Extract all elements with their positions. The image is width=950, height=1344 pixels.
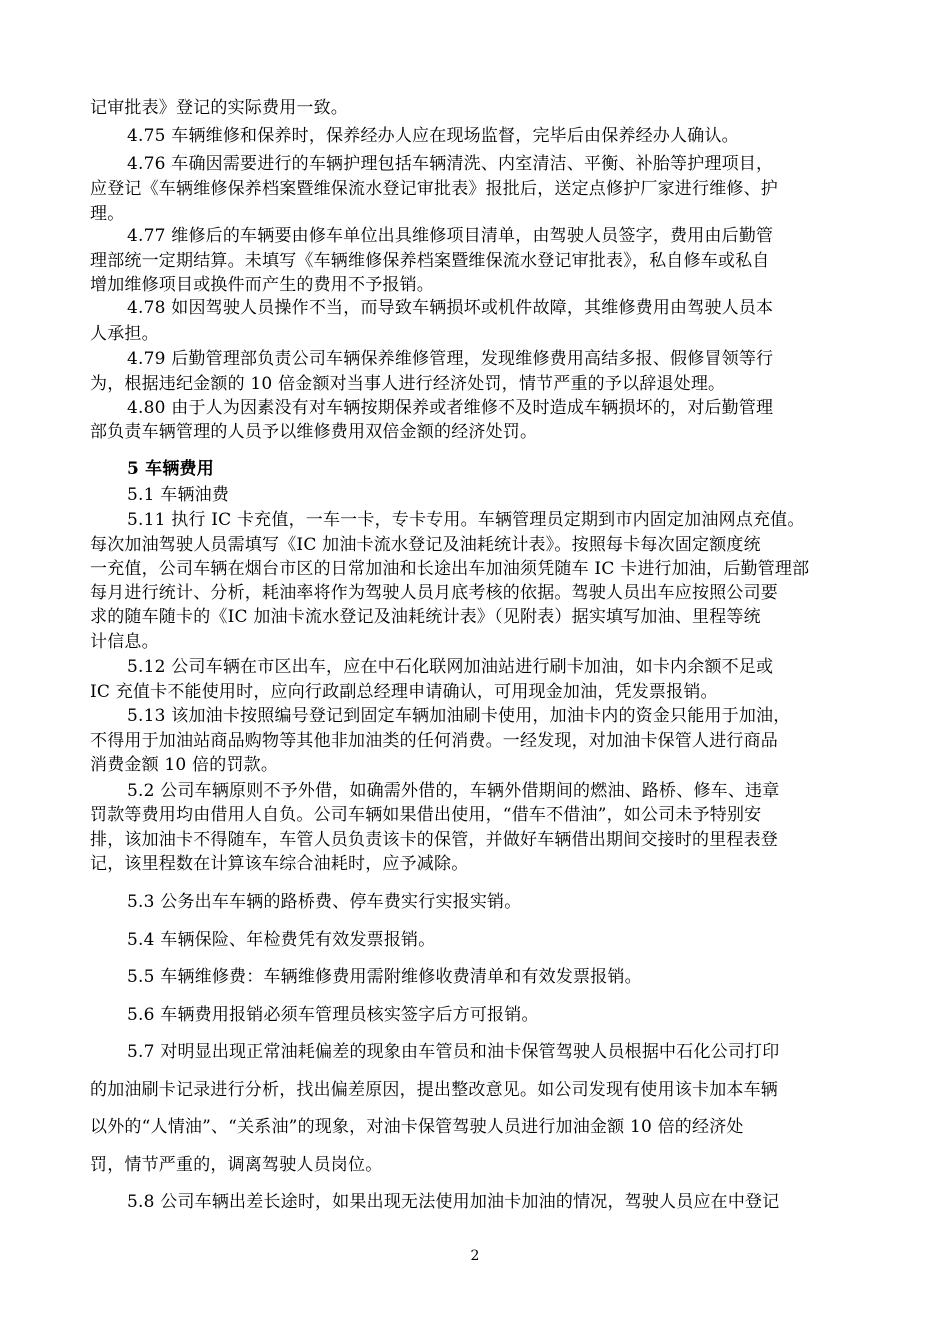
text-line: 的加油刷卡记录进行分析，找出偏差原因，提出整改意见。如公司发现有使用该卡加本车辆 [90, 1080, 778, 1100]
text-line: 4.80 由于人为因素没有对车辆按期保养或者维修不及时造成车辆损坏的，对后勤管理 [127, 398, 774, 418]
text-line: 求的随车随卡的《IC 加油卡流水登记及油耗统计表》（见附表）据实填写加油、里程等统 [90, 607, 761, 627]
text-line: 应登记《车辆维修保养档案暨维保流水登记审批表》报批后，送定点修护厂家进行维修、护 [90, 179, 778, 199]
text-line: 记，该里程数在计算该车综合油耗时，应予减除。 [90, 854, 469, 874]
text-line: 罚，情节严重的，调离驾驶人员岗位。 [90, 1155, 383, 1175]
page-number: 2 [470, 1248, 480, 1264]
subsection-heading: 5.1 车辆油费 [127, 485, 230, 505]
text-line: 5.8 公司车辆出差长途时，如果出现无法使用加油卡加油的情况，驾驶人员应在中登记 [127, 1192, 780, 1212]
text-line: 5.11 执行 IC 卡充值，一车一卡，专卡专用。车辆管理员定期到市内固定加油网点充值。 [127, 510, 805, 530]
text-line: 每月进行统计、分析，耗油率将作为驾驶人员月底考核的依据。驾驶人员出车应按照公司要 [90, 583, 778, 603]
text-line: 4.76 车确因需要进行的车辆护理包括车辆清洗、内室清洁、平衡、补胎等护理项目， [127, 154, 774, 174]
text-line: 5.3 公务出车车辆的路桥费、停车费实行实报实销。 [127, 892, 522, 912]
text-line: 不得用于加油站商品购物等其他非加油类的任何消费。一经发现，对加油卡保管人进行商品 [90, 731, 778, 751]
text-line: IC 充值卡不能使用时，应向行政副总经理申请确认，可用现金加油，凭发票报销。 [90, 682, 718, 702]
text-line: 为，根据违纪金额的 10 倍金额对当事人进行经济处罚，情节严重的予以辞退处理。 [90, 374, 726, 394]
text-line: 4.77 维修后的车辆要由修车单位出具维修项目清单，由驾驶人员签字，费用由后勤管 [127, 226, 774, 246]
text-line: 每次加油驾驶人员需填写《IC 加油卡流水登记及油耗统计表》。按照每卡每次固定额度统 [90, 535, 761, 555]
text-line: 以外的“人情油”、“关系油”的现象，对油卡保管驾驶人员进行加油金额 10 倍的经济处 [90, 1117, 744, 1137]
text-line: 增加维修项目或换件而产生的费用不予报销。 [90, 275, 434, 295]
text-line: 一充值，公司车辆在烟台市区的日常加油和长途出车加油须凭随车 IC 卡进行加油，后勤管理部 [90, 559, 810, 579]
text-line: 4.79 后勤管理部负责公司车辆保养维修管理，发现维修费用高结多报、假修冒领等行 [127, 349, 774, 369]
text-line: 4.78 如因驾驶人员操作不当，而导致车辆损坏或机件故障，其维修费用由驾驶人员本 [127, 298, 774, 318]
text-line: 人承担。 [90, 324, 159, 344]
text-line: 5.5 车辆维修费：车辆维修费用需附维修收费清单和有效发票报销。 [127, 967, 642, 987]
text-line: 部负责车辆管理的人员予以维修费用双倍金额的经济处罚。 [90, 422, 538, 442]
text-line: 5.13 该加油卡按照编号登记到固定车辆加油刷卡使用，加油卡内的资金只能用于加油， [127, 706, 791, 726]
section-heading: 5 车辆费用 [127, 459, 214, 479]
text-line: 5.12 公司车辆在市区出车，应在中石化联网加油站进行刷卡加油，如卡内余额不足或 [127, 657, 774, 677]
text-line: 5.7 对明显出现正常油耗偏差的现象由车管员和油卡保管驾驶人员根据中石化公司打印 [127, 1042, 780, 1062]
text-line: 5.6 车辆费用报销必须车管理员核实签字后方可报销。 [127, 1005, 539, 1025]
text-line: 消费金额 10 倍的罚款。 [90, 755, 279, 775]
text-line: 罚款等费用均由借用人自负。公司车辆如果借出使用，“借车不借油”，如公司未予特别安 [90, 805, 762, 825]
text-line: 计信息。 [90, 632, 159, 652]
text-line: 记审批表》登记的实际费用一致。 [90, 98, 348, 118]
text-line: 4.75 车辆维修和保养时，保养经办人应在现场监督，完毕后由保养经办人确认。 [127, 126, 739, 146]
text-line: 5.2 公司车辆原则不予外借，如确需外借的，车辆外借期间的燃油、路桥、修车、违章 [127, 781, 780, 801]
text-line: 排，该加油卡不得随车，车管人员负责该卡的保管，并做好车辆借出期间交接时的里程表登 [90, 830, 778, 850]
text-line: 5.4 车辆保险、年检费凭有效发票报销。 [127, 930, 436, 950]
text-line: 理部统一定期结算。未填写《车辆维修保养档案暨维保流水登记审批表》，私自修车或私自 [90, 251, 770, 271]
text-line: 理。 [90, 204, 125, 224]
